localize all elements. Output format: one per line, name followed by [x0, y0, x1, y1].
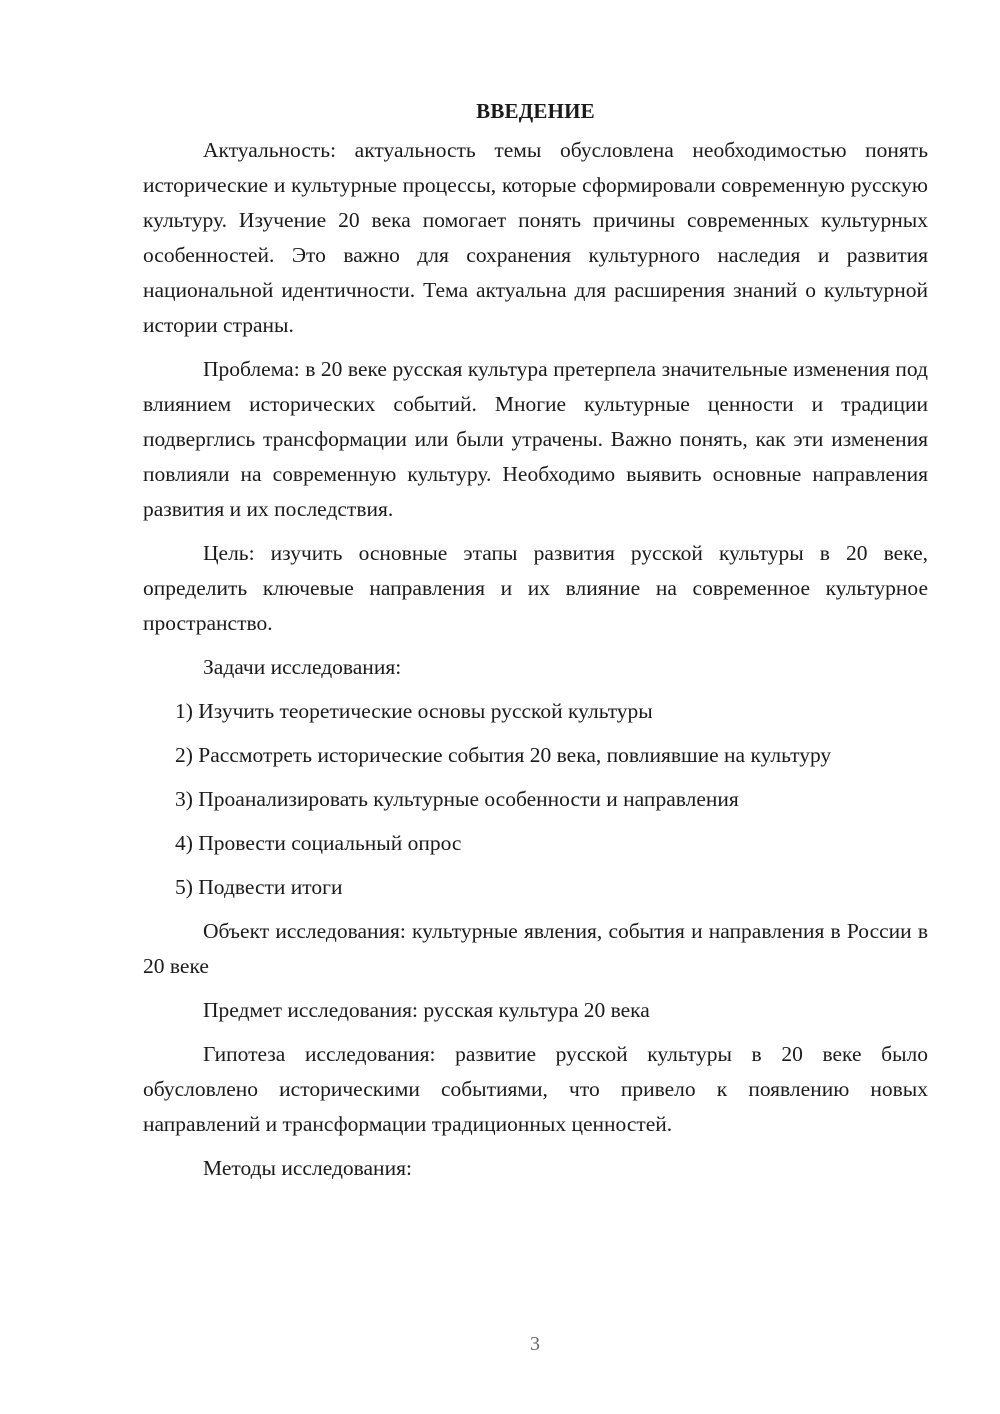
section-title: ВВЕДЕНИЕ	[476, 99, 595, 123]
list-item: 1) Изучить теоретические основы русской культуры	[175, 699, 653, 723]
paragraph-hypothesis: Гипотеза исследования: развитие русской культуры в 20 веке было обусловлено историческими событиями, что привело к появлению новых направлений и трансформации традиционных ценностей.	[143, 1042, 928, 1136]
list-item: 3) Проанализировать культурные особенности и направления	[175, 787, 739, 811]
paragraph-tasks-heading: Задачи исследования:	[203, 655, 402, 679]
paragraph-goal: Цель: изучить основные этапы развития русской культуры в 20 веке, определить ключевые направления и их влияние на современное культурное пространство.	[143, 541, 928, 635]
paragraph-object: Объект исследования: культурные явления, события и направления в России в 20 веке	[143, 919, 928, 978]
paragraph-problem: Проблема: в 20 веке русская культура претерпела значительные изменения под влиянием исторических событий. Многие культурные ценности и традиции подверглись трансформации или были утрачены. Важно понять, как эти изменения повлияли на современную культуру. Необходимо выявить основные направления развития и их последствия.	[143, 357, 928, 521]
document-page	[143, 98, 928, 1195]
paragraph-relevance: Актуальность: актуальность темы обусловлена необходимостью понять исторические и культурные процессы, которые сформировали современную русскую культуру. Изучение 20 века помогает понять причины современных культурных особенностей. Это важно для сохранения культурного наследия и развития национальной идентичности. Тема актуальна для расширения знаний о культурной истории страны.	[143, 138, 928, 337]
list-item: 2) Рассмотреть исторические события 20 века, повлиявшие на культуру	[175, 743, 832, 767]
list-item: 5) Подвести итоги	[175, 875, 343, 899]
page-number: 3	[530, 1333, 540, 1355]
tasks-list	[143, 694, 928, 905]
list-item: 4) Провести социальный опрос	[175, 831, 462, 855]
paragraph-methods: Методы исследования:	[203, 1156, 412, 1180]
paragraph-subject: Предмет исследования: русская культура 20 века	[203, 998, 650, 1022]
